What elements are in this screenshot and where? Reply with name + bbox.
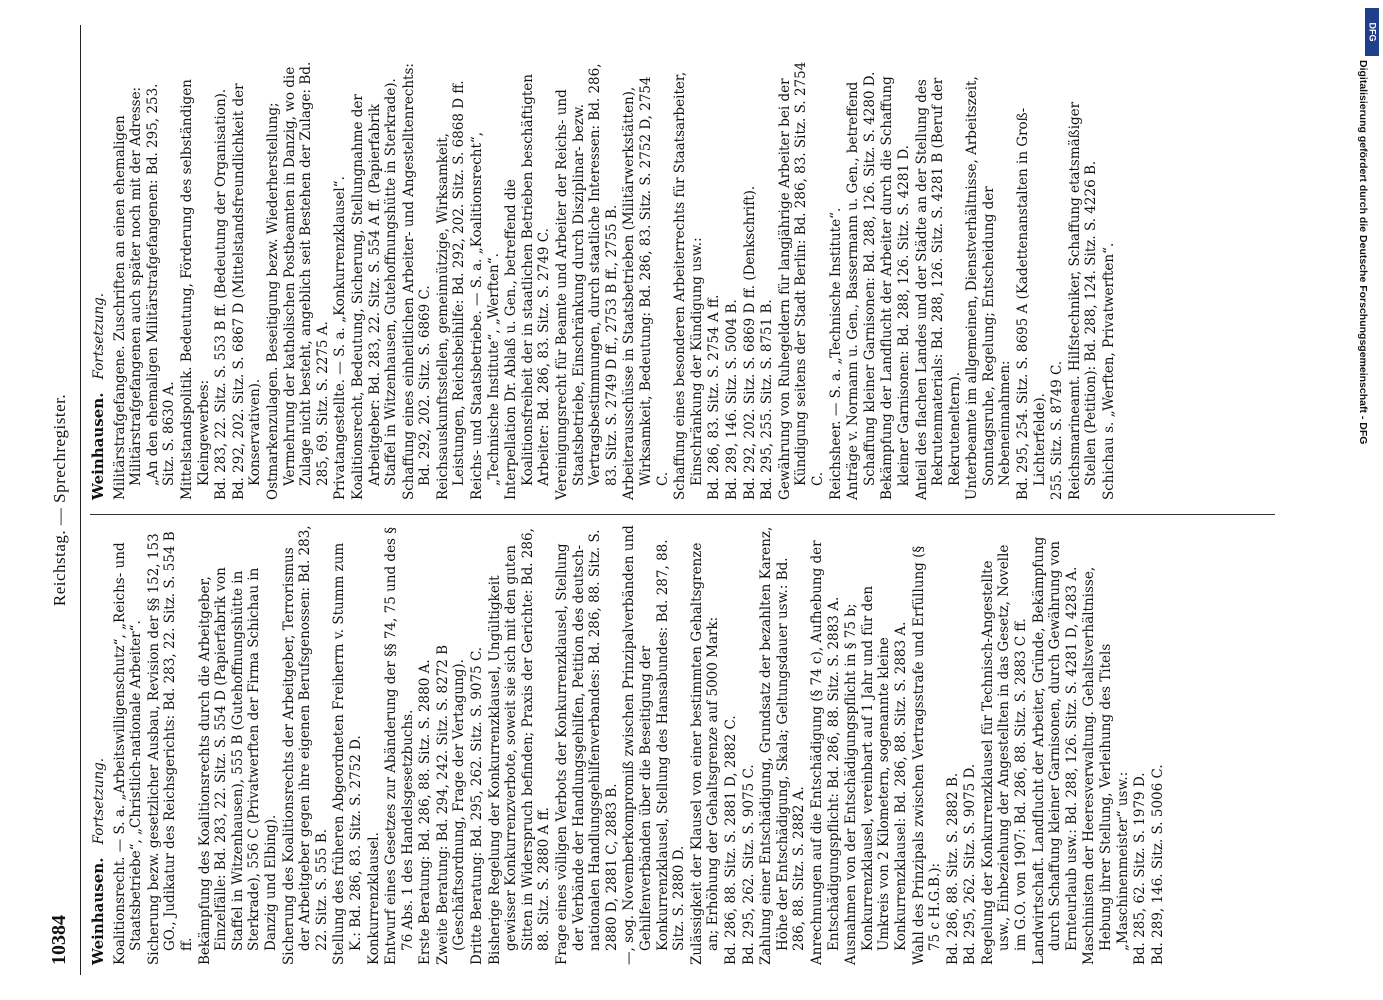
register-entry: Zulässigkeit der Klausel von einer bestimmten Gehaltsgrenze an; Erhöhung der Gehaltsgrenze auf 5000 Mark: bbox=[688, 542, 722, 965]
register-entry: Bd. 286, 88. Sitz. S. 2882 B. bbox=[944, 772, 961, 965]
register-entry: Bekämpfung der Landflucht der Arbeiter durch die Schaffung kleiner Garnisonen: Bd. 288, 126. Sitz. S. 4281 D. bbox=[879, 76, 912, 500]
register-entry: Anrechnungen auf die Entschädigung (§ 74 c), Aufhebung der Entschädigungspflicht: Bd. 286, 88. Sitz. S. 2883 A. bbox=[808, 540, 842, 965]
register-entry: Bd. 286, 88. Sitz. S. 2881 D, 2882 C. bbox=[722, 715, 739, 965]
register-entry: Anteil des flachen Landes und der Städte an der Stellung des Rekrutenmaterials: Bd. 288, 126. Sitz. S. 4281 B (Beruf der Rekruteneltern). bbox=[913, 77, 963, 500]
page-number: 10384 bbox=[48, 915, 70, 965]
register-entry: Bisherige Regelung der Konkurrenzklausel, Ungültigkeit gewisser Konkurrenzverbote, soweit sie sich mit den guten Sitten in Widerspruch befinden; Praxis der Gerichte: Bd. 286, 88. Sitz. S. 2880 A ff. bbox=[486, 528, 553, 965]
register-entry: Koalitionsrecht. — S. a. „Arbeitswilligenschutz“, „Reichs- und Staatsbetriebe“, „Christlich-nationale Arbeiter“. bbox=[111, 542, 145, 965]
register-entry: Bd. 285, 62. Sitz. S. 1979 D. bbox=[1132, 772, 1149, 965]
register-entry: Frage eines völligen Verbots der Konkurrenzklausel, Stellung der Verbände der Handlungsgehilfen, Petition des deutsch-nationalen Handlungsgehilfenverbandes: Bd. 286, 88. Sitz. S. 2880 D, 2881 C, 2883 B. bbox=[554, 529, 620, 965]
left-column bbox=[90, 525, 1167, 965]
register-entry: Erste Beratung: Bd. 286, 88. Sitz. S. 2880 A. bbox=[417, 659, 434, 965]
right-entry-list bbox=[112, 60, 1118, 500]
page-title: Reichstag. — Sprechregister. bbox=[50, 393, 69, 607]
side-credit bbox=[1357, 60, 1377, 940]
register-entry: Sicherung des Koalitionsrechts der Arbeitgeber, Terrorismus der Arbeitgeber gegen ihre eigenen Berufsgenossen: Bd. 283, 22. Sitz. S. 555 B. bbox=[280, 525, 330, 965]
register-entry: Anträge v. Normann u. Gen., Bassermann u. Gen., betreffend Schaffung kleiner Garnisonen: Bd. 288, 126. Sitz. S. 4280 D. bbox=[845, 71, 878, 500]
register-entry: Dritte Beratung: Bd. 295, 262. Sitz. S. 9075 C. bbox=[469, 646, 486, 965]
register-entry: Privatangestellte. — S. a. „Konkurrenzklausel“. bbox=[332, 176, 349, 500]
register-entry: Reichs- und Staatsbetriebe. — S. a. „Koalitionsrecht“, „Technische Institute“, „Werften“. bbox=[469, 131, 502, 500]
digitization-credit: Digitalisierung gefördert durch die Deutsche Forschungsgemeinschaft - DFG bbox=[1357, 60, 1369, 445]
register-entry: Schaffung eines einheitlichen Arbeiter- und Angestelltenrechts: Bd. 292, 202. Sitz. S. 6869 C. bbox=[400, 63, 434, 500]
register-entry: Konkurrenzklausel. bbox=[365, 832, 382, 965]
right-column-heading bbox=[90, 60, 108, 500]
register-entry: Schichau s. „Werften, Privatwerften“. bbox=[1101, 242, 1118, 500]
register-entry: Bd. 295, 262. Sitz. S. 9075 C. bbox=[740, 764, 757, 965]
register-entry: Bd. 295, 255. Sitz. S. 8751 B. bbox=[759, 299, 776, 500]
register-entry: Militärstrafgefangene. Zuschriften an einen ehemaligen Militärstrafgefangenen auch später noch mit der Adresse: „An den ehemaligen Militärstrafgefangenen: Bd. 295, 253. Sitz. S. 8630 A. bbox=[111, 83, 178, 500]
register-entry: Wahl des Prinzipals zwischen Vertragsstrafe und Erfüllung (§ 75 c H.G.B.): bbox=[910, 545, 944, 965]
running-header bbox=[40, 25, 81, 975]
register-entry: Ausnahmen von der Entschädigungspflicht in § 75 b; Konkurrenzklausel, vereinbart auf 1 Jahr und für den Umkreis von 2 Kilometern, sogenannte kleine Konkurrenzklausel: Bd. 286, 88. Sitz. S. 2883 A. bbox=[843, 585, 909, 965]
register-entry: Bd. 289, 146. Sitz. S. 5006 C. bbox=[1149, 764, 1166, 965]
register-entry: —, sog. Novemberkompromiß zwischen Prinzipalverbänden und Gehilfenverbänden über die Beseitigung der Konkurrenzklausel, Stellung des Hansabundes: Bd. 287, 88. Sitz. S. 2880 D. bbox=[621, 525, 688, 965]
register-entry: Zweite Beratung: Bd. 294, 242. Sitz. S. 8272 B (Geschäftsordnung, Frage der Vertagung). bbox=[434, 644, 468, 965]
right-heading-name: Weinhausen. bbox=[89, 392, 107, 500]
register-entry: Bekämpfung des Koalitionsrechts durch die Arbeitgeber, Einzelfälle: Bd. 283, 22. Sitz. S. 554 D (Papierfabrik von Staffel in Witzenhausen), 555 B (Gutehoffnungshütte in Sterkrade), 556 C (Privatwerften der Firma Schichau in Danzig und Elbing). bbox=[196, 567, 279, 965]
register-entry: Arbeiterausschüsse in Staatsbetrieben (Militärwerkstätten), Wirksamkeit, Bedeutung: Bd. 286, 83. Sitz. S. 2752 D, 2754 C. bbox=[621, 76, 671, 500]
register-entry: Koalitionsrecht, Bedeutung, Sicherung, Stellungnahme der Arbeitgeber: Bd. 283, 22. Sitz. S. 554 A ff. (Papierfabrik Staffel in Witzenhausen, Gutehoffnungshütte in Sterkrade). bbox=[349, 78, 400, 500]
dfg-logo: DFG bbox=[1365, 8, 1379, 56]
left-column-heading bbox=[90, 525, 108, 965]
register-entry: Bd. 295, 262. Sitz. S. 9075 D. bbox=[962, 763, 979, 965]
register-entry: Landwirtschaft. Landflucht der Arbeiter, Gründe, Bekämpfung durch Schaffung kleiner Garnisonen, durch Gewährung von Ernteurlaub usw.: Bd. 288, 126. Sitz. S. 4281 D, 4283 A. bbox=[1030, 536, 1080, 965]
register-entry: Stellung des früheren Abgeordneten Freiherrn v. Stumm zum K.: Bd. 286, 83. Sitz. S. 2752 D. bbox=[331, 542, 364, 965]
register-entry: Bd. 292, 202. Sitz. S. 6867 D (Mittelstandsfreundlichkeit der Konservativen). bbox=[230, 83, 264, 500]
register-entry: Regelung der Konkurrenzklausel für Technisch-Angestellte usw., Einbeziehung der Angestellten in das Gesetz, Novelle im G.O. von 1907: Bd. 286, 88. Sitz. S. 2883 C ff. bbox=[979, 544, 1030, 965]
register-entry: Unterbeamte im allgemeinen, Dienstverhältnisse, Arbeitszeit, Sonntagsruhe, Regelung; Entscheidung der Nebeneinnahmen: bbox=[964, 76, 1014, 500]
register-entry: Reichsheer. — S. a. „Technische Institute“. bbox=[827, 207, 844, 500]
register-entry: Reichsauskunftsstellen, gemeinnützige, Wirksamkeit, Leistungen, Reichsbeihilfe: Bd. 292, 202. Sitz. S. 6868 D ff. bbox=[434, 80, 468, 500]
register-entry: Bd. 292, 202. Sitz. S. 6869 D ff. (Denkschrift). bbox=[741, 185, 758, 500]
register-entry: Entwurf eines Gesetzes zur Abänderung der §§ 74, 75 und des § 76 Abs. 1 des Handelsgesetzbuchs. bbox=[383, 526, 416, 965]
right-heading-suffix: Fortsetzung. bbox=[91, 292, 107, 380]
register-entry: Zahlung einer Entschädigung, Grundsatz der bezahlten Karenz, Höhe der Entschädigung, Skala; Geltungsdauer usw.: Bd. 286, 88. Sitz. S. 2882 A. bbox=[758, 526, 808, 965]
register-entry: Maschinisten der Heeresverwaltung. Gehaltsverhältnisse, Hebung ihrer Stellung, Verleihung des Titels „Maschinenmeister“ usw.: bbox=[1081, 566, 1131, 965]
column-divider bbox=[90, 514, 1275, 515]
register-entry: Mittelstandspolitik. Bedeutung, Förderung des selbständigen Kleingewerbes: bbox=[178, 79, 212, 500]
register-entry: Schaffung eines besonderen Arbeiterrechts für Staatsarbeiter, Einschränkung der Kündigung usw.: bbox=[672, 71, 705, 500]
register-entry: Bd. 295, 254. Sitz. S. 8695 A (Kadettenanstalten in Groß-Lichterfelde). bbox=[1015, 107, 1048, 500]
register-entry: Bd. 283, 22. Sitz. S. 553 B ff. (Bedeutung der Organisation). bbox=[213, 88, 230, 500]
rotated-page-content bbox=[40, 25, 1340, 975]
register-entry: 255. Sitz. S. 8749 C. bbox=[1049, 360, 1066, 500]
register-entry: Vereinigungsrecht für Beamte und Arbeiter der Reichs- und Staatsbetriebe, Einschränkung durch Disziplinar- bezw. Vertragsbestimmungen, durch staatliche Interessen: Bd. 286, 83. Sitz. S. 2749 D ff., 2753 B ff., 2755 B. bbox=[554, 63, 620, 500]
register-entry: Reichsmarineamt. Hilfstechniker, Schaffung etatsmäßiger Stellen (Petition): Bd. 288, 124. Sitz. S. 4226 B. bbox=[1066, 101, 1100, 500]
register-entry: Gewährung von Ruhegeldern für langjährige Arbeiter bei der Kündigung seitens der Stadt Berlin: Bd. 286, 83. Sitz. S. 2754 C. bbox=[776, 61, 826, 500]
register-entry: Sicherung bezw. gesetzlicher Ausbau, Revision der §§ 152, 153 GO., Judikatur des Reichsgerichts: Bd. 283, 22. Sitz. S. 554 B ff. bbox=[145, 531, 195, 965]
left-heading-name: Weinhausen. bbox=[89, 857, 107, 965]
register-entry: Bd. 286, 83. Sitz. S. 2754 A ff. bbox=[706, 294, 723, 500]
left-entry-list bbox=[112, 525, 1167, 965]
left-heading-suffix: Fortsetzung. bbox=[91, 757, 107, 845]
register-entry: Bd. 289, 146. Sitz. S. 5004 B. bbox=[723, 299, 740, 500]
register-entry: Interpellation Dr. Ablaß u. Gen., betreffend die Koalitionsfreiheit der in staatlichen Betrieben beschäftigten Arbeiter: Bd. 286, 83. Sitz. S. 2749 C. bbox=[503, 74, 553, 500]
right-column bbox=[90, 60, 1119, 500]
register-entry: Ostmarkenzulagen. Beseitigung bezw. Wiederherstellung; Vermehrung der katholischen Postbeamten in Danzig, wo die Zulage nicht besteht, angeblich seit Bestehen der Zulage: Bd. 285, 69. Sitz. S. 2275 A. bbox=[264, 61, 331, 500]
